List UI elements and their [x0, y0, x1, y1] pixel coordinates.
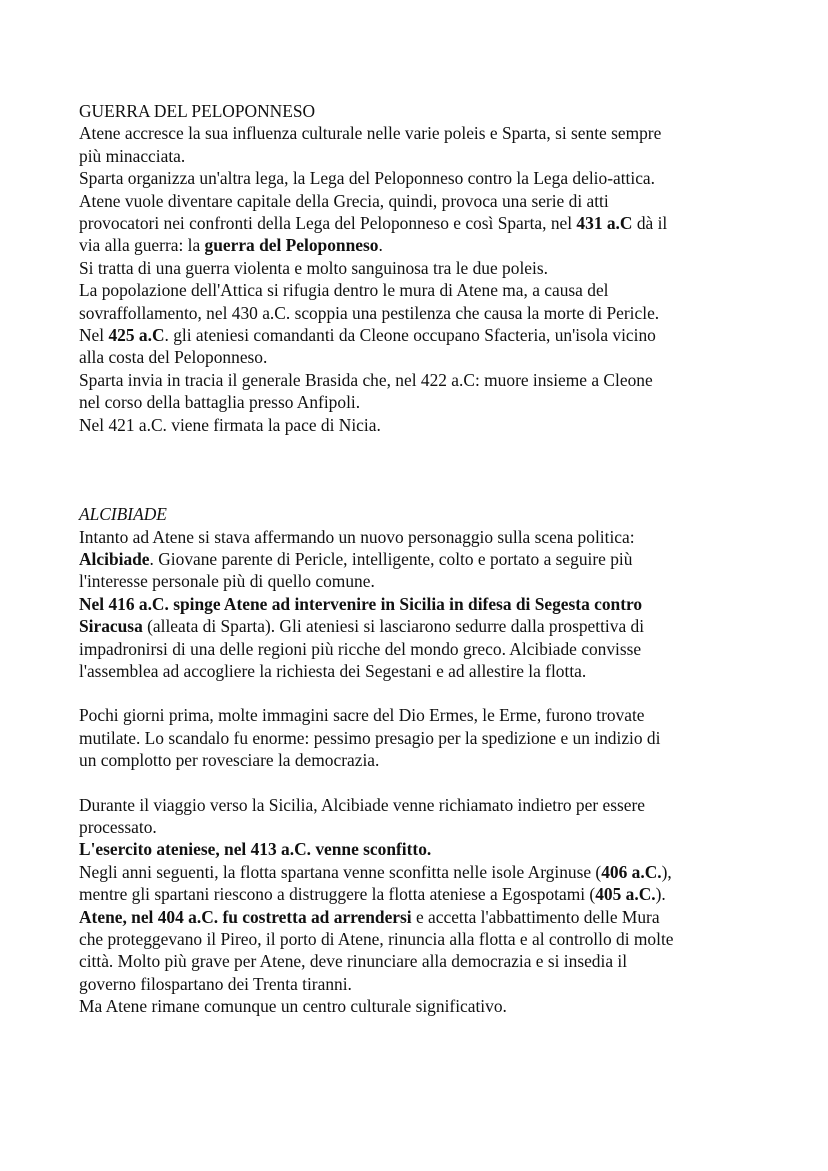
bold-text: Atene, nel 404 a.C. fu costretta ad arrendersi [79, 906, 412, 927]
text-run: Pochi giorni prima, molte immagini sacre del Dio Ermes, le Erme, furono trovate [79, 705, 645, 726]
text-line [79, 279, 759, 301]
text-run: dà il [632, 213, 668, 234]
bold-text: L'esercito ateniese, nel 413 a.C. venne sconfitto. [79, 839, 432, 860]
text-run: provocatori nei confronti della Lega del Peloponneso e così Sparta, nel [79, 213, 577, 234]
text-line [79, 838, 759, 860]
bold-text: 425 a.C [108, 325, 165, 346]
text-run: città. Molto più grave per Atene, deve rinunciare alla democrazia e si insedia il [79, 951, 628, 972]
text-run: La popolazione dell'Attica si rifugia dentro le mura di Atene ma, a causa del [79, 280, 609, 301]
text-run: mentre gli spartani riescono a distruggere la flotta ateniese a Egospotami ( [79, 884, 596, 905]
text-run: Durante il viaggio verso la Sicilia, Alcibiade venne richiamato indietro per essere [79, 794, 645, 815]
text-run: Nel [79, 325, 109, 346]
text-run: Nel 421 a.C. viene firmata la pace di Nicia. [79, 414, 381, 435]
bold-text: 406 a.C. [601, 861, 662, 882]
bold-text: 431 a.C [576, 213, 633, 234]
text-line [79, 816, 759, 838]
text-run: Sparta organizza un'altra lega, la Lega del Peloponneso contro la Lega delio-attica. [79, 168, 655, 189]
text-run: . Giovane parente di Pericle, intelligente, colto e portato a seguire più [149, 548, 633, 569]
text-run: Atene vuole diventare capitale della Grecia, quindi, provoca una serie di atti [79, 190, 609, 211]
alcibiade-paragraph-3 [79, 794, 759, 1018]
text-line [79, 615, 759, 637]
bold-text: guerra del Peloponneso [204, 235, 379, 256]
text-run: impadronirsi di una delle regioni più ricche del mondo greco. Alcibiade convisse [79, 638, 642, 659]
text-line [79, 593, 759, 615]
text-line [79, 526, 759, 548]
text-line [79, 234, 759, 256]
section-gap [79, 436, 759, 503]
alcibiade-paragraph-2 [79, 704, 759, 771]
text-run: . [378, 235, 383, 256]
text-line [79, 302, 759, 324]
text-run: via alla guerra: la [79, 235, 205, 256]
document-page [79, 100, 759, 1018]
bold-text: Alcibiade [79, 548, 150, 569]
text-run: più minacciata. [79, 145, 186, 166]
text-run: un complotto per rovesciare la democrazia. [79, 750, 380, 771]
text-run: che proteggevano il Pireo, il porto di Atene, rinuncia alla flotta e al controllo di molte [79, 929, 674, 949]
text-run: processato. [79, 816, 157, 837]
text-run: ). [655, 884, 666, 905]
text-line [79, 212, 759, 234]
text-line [79, 369, 759, 391]
text-line [79, 638, 759, 660]
alcibiade-paragraph-1 [79, 526, 759, 683]
text-run: e accetta l'abbattimento delle Mura [411, 906, 660, 927]
text-line [79, 973, 759, 995]
text-run: (alleata di Sparta). Gli ateniesi si lasciarono sedurre dalla prospettiva di [142, 616, 645, 637]
paragraph-gap [79, 772, 759, 794]
text-run: Negli anni seguenti, la flotta spartana venne sconfitta nelle isole Arginuse ( [79, 861, 602, 882]
text-run: governo filospartano dei Trenta tiranni. [79, 973, 352, 994]
text-line [79, 883, 759, 905]
text-line [79, 660, 759, 682]
text-line [79, 704, 759, 726]
text-run: mutilate. Lo scandalo fu enorme: pessimo presagio per la spedizione e un indizio di [79, 727, 661, 748]
text-line [79, 749, 759, 771]
text-run: l'interesse personale più di quello comune. [79, 571, 375, 592]
text-run: Intanto ad Atene si stava affermando un nuovo personaggio sulla scena politica: [79, 526, 635, 547]
text-line [79, 257, 759, 279]
bold-text: Nel 416 a.C. spinge Atene ad intervenire in Sicilia in difesa di Segesta contro [79, 593, 643, 614]
section-title-peloponneso: GUERRA DEL PELOPONNESO [79, 101, 316, 121]
text-run: sovraffollamento, nel 430 a.C. scoppia una pestilenza che causa la morte di Pericle. [79, 302, 660, 323]
text-line [79, 548, 759, 570]
text-line [79, 167, 759, 189]
text-line [79, 324, 759, 346]
text-run: l'assemblea ad accogliere la richiesta dei Segestani e ad allestire la flotta. [79, 660, 587, 681]
text-run: Ma Atene rimane comunque un centro culturale significativo. [79, 996, 507, 1017]
text-run: Atene accresce la sua influenza culturale nelle varie poleis e Sparta, si sente sempre [79, 123, 662, 144]
text-line [79, 190, 759, 212]
text-line [79, 391, 759, 413]
paragraph-gap [79, 682, 759, 704]
text-line [79, 346, 759, 368]
text-line [79, 794, 759, 816]
text-line [79, 861, 759, 883]
section1-body [79, 122, 759, 436]
text-line [79, 145, 759, 167]
text-run: Sparta invia in tracia il generale Brasida che, nel 422 a.C: muore insieme a Cleone [79, 369, 653, 390]
text-line [79, 570, 759, 592]
text-line [79, 995, 759, 1017]
text-line [79, 950, 759, 972]
text-line [79, 906, 759, 928]
text-run: alla costa del Peloponneso. [79, 347, 268, 368]
section-title-alcibiade: ALCIBIADE [79, 504, 167, 525]
text-line [79, 928, 759, 950]
text-line [79, 414, 759, 436]
text-run: ), [661, 861, 672, 882]
text-line [79, 122, 759, 144]
text-run: nel corso della battaglia presso Anfipoli. [79, 392, 361, 413]
text-run: . gli ateniesi comandanti da Cleone occupano Sfacteria, un'isola vicino [164, 325, 656, 346]
text-line [79, 727, 759, 749]
text-run: Si tratta di una guerra violenta e molto sanguinosa tra le due poleis. [79, 257, 548, 278]
bold-text: Siracusa [79, 616, 143, 637]
bold-text: 405 a.C. [595, 884, 656, 905]
